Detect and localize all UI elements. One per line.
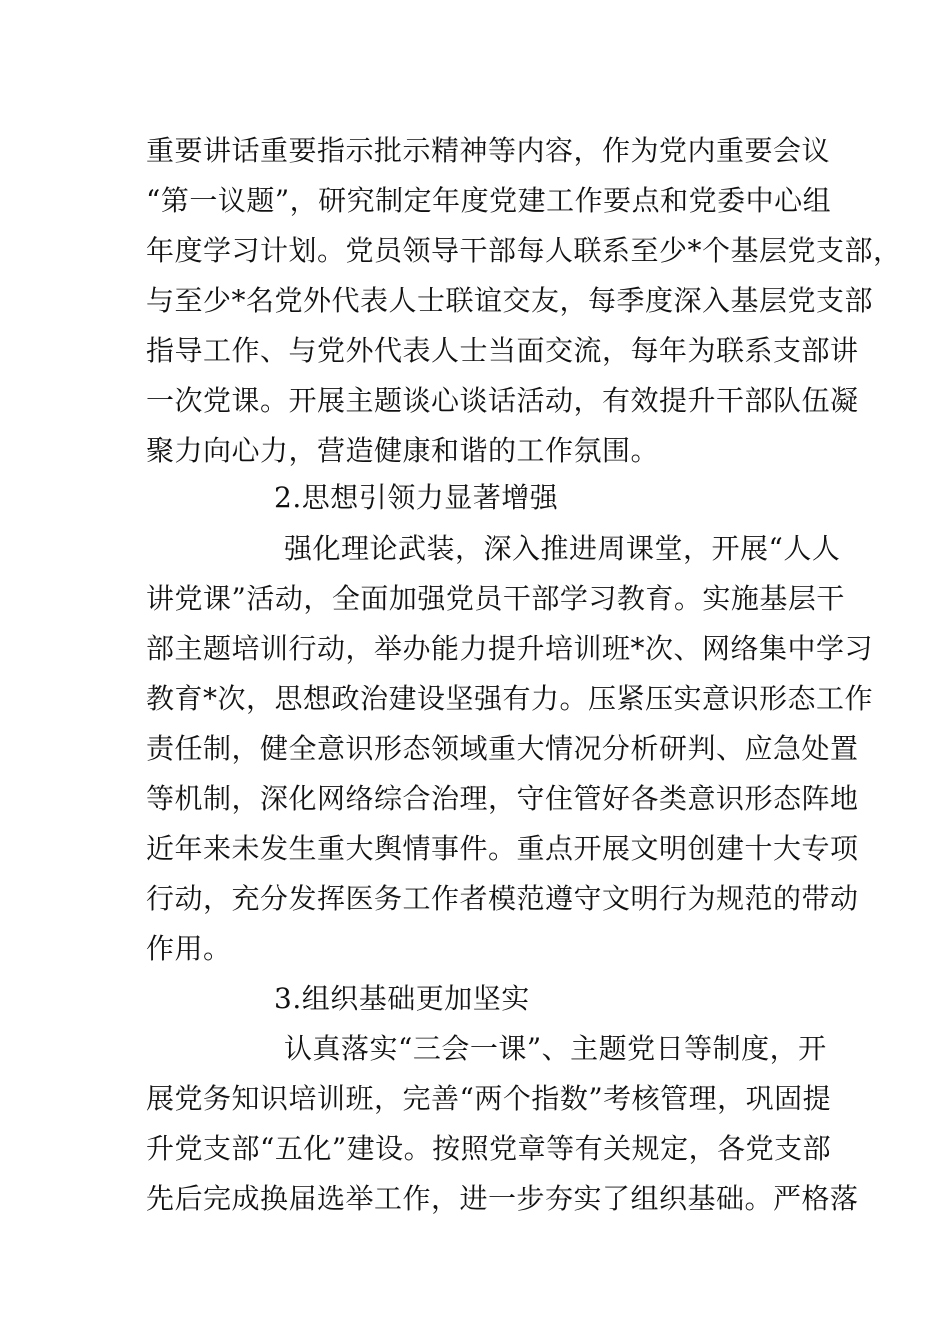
paragraph-line: 重要讲话重要指示批示精神等内容，作为党内重要会议 [146, 134, 831, 167]
section-heading: 3.组织基础更加坚实 [274, 982, 530, 1015]
paragraph-line: 展党务知识培训班，完善“两个指数”考核管理，巩固提 [146, 1082, 832, 1115]
paragraph-line: 聚力向心力，营造健康和谐的工作氛围。 [146, 434, 660, 467]
paragraph-line: 近年来未发生重大舆情事件。重点开展文明创建十大专项 [146, 832, 859, 865]
section-heading: 2.思想引领力显著增强 [274, 481, 559, 514]
paragraph-first-line: 强化理论武装，深入推进周课堂，开展“人人 [284, 532, 841, 565]
paragraph-line: 作用。 [146, 932, 232, 965]
paragraph-line: 责任制，健全意识形态领域重大情况分析研判、应急处置 [146, 732, 859, 765]
paragraph-first-line: 认真落实“三会一课”、主题党日等制度，开 [284, 1032, 827, 1065]
paragraph-line: 教育*次，思想政治建设坚强有力。压紧压实意识形态工作 [146, 682, 874, 715]
paragraph-line: 与至少*名党外代表人士联谊交友，每季度深入基层党支部 [146, 284, 874, 317]
paragraph-line: 指导工作、与党外代表人士当面交流，每年为联系支部讲 [146, 334, 859, 367]
paragraph-line: 部主题培训行动，举办能力提升培训班*次、网络集中学习 [146, 632, 874, 665]
paragraph-line: “第一议题”，研究制定年度党建工作要点和党委中心组 [146, 184, 832, 217]
paragraph-line: 等机制，深化网络综合治理，守住管好各类意识形态阵地 [146, 782, 859, 815]
paragraph-line: 先后完成换届选举工作，进一步夯实了组织基础。严格落 [146, 1182, 859, 1215]
paragraph-line: 一次党课。开展主题谈心谈话活动，有效提升干部队伍凝 [146, 384, 859, 417]
paragraph-line: 升党支部“五化”建设。按照党章等有关规定，各党支部 [146, 1132, 832, 1165]
paragraph-line: 行动，充分发挥医务工作者模范遵守文明行为规范的带动 [146, 882, 859, 915]
paragraph-line: 年度学习计划。党员领导干部每人联系至少*个基层党支部， [146, 234, 902, 267]
paragraph-line: 讲党课”活动，全面加强党员干部学习教育。实施基层干 [146, 582, 845, 615]
